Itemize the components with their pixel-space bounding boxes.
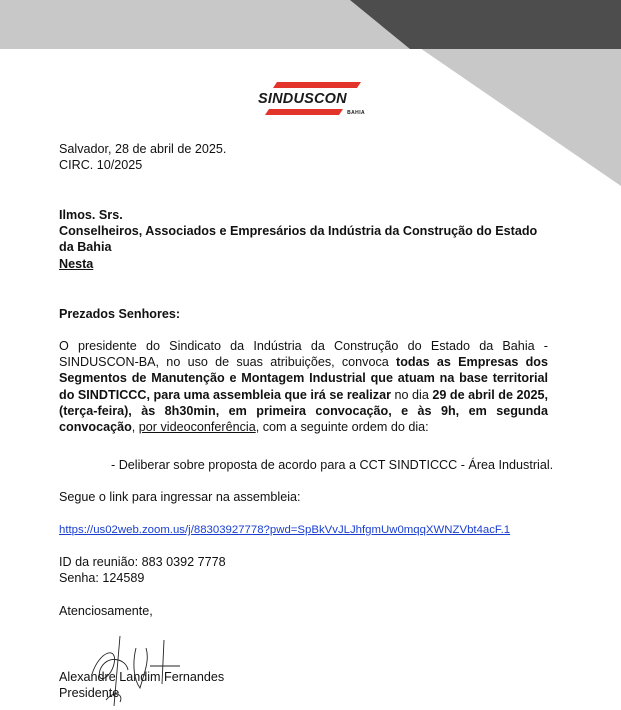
greeting: Prezados Senhores: — [59, 307, 181, 321]
body-paragraph — [59, 338, 548, 435]
body-underlined: por videoconferência — [138, 420, 256, 435]
date-line: Salvador, 28 de abril de 2025. — [59, 142, 227, 156]
signer-name: Alexandre Landim Fernandes — [59, 670, 225, 684]
logo-wordmark: SINDUSCON — [258, 91, 347, 107]
agenda-item: - Deliberar sobre proposta de acordo para a CCT SINDTICCC - Área Industrial. — [111, 458, 554, 472]
meeting-id: ID da reunião: 883 0392 7778 — [59, 555, 226, 569]
body-bold-text: todas as Empresas dos Segmentos de Manutenção e Montagem Industrial que atuam na base territorial do SINDTICCC, para uma assembleia que irá se realizar — [59, 355, 548, 402]
body-text: , — [131, 420, 139, 435]
link-intro: Segue o link para ingressar na assembleia: — [59, 490, 301, 504]
circular-number: CIRC. 10/2025 — [59, 158, 143, 172]
body-text: no dia — [390, 387, 433, 402]
zoom-link[interactable]: https://us02web.zoom.us/j/88303927778?pwd=SpBkVvJLJhfgmUw0mqqXWNZVbt4acF.1 — [59, 524, 511, 536]
logo-subtitle: BAHIA — [347, 110, 365, 116]
body-text: O presidente do Sindicato da Indústria da Construção do Estado da Bahia - SINDUSCON-BA, no uso de suas atribuições, convoca — [59, 339, 548, 370]
body-bold-date: 29 de abril de 2025, (terça-feira), às 8h30min, em primeira convocação, e às 9h, em segunda convocação — [59, 387, 549, 435]
body-text: , com a seguinte ordem do dia: — [255, 420, 429, 435]
closing: Atenciosamente, — [59, 604, 153, 618]
meeting-password: Senha: 124589 — [59, 571, 145, 585]
signer-title: Presidente — [59, 686, 120, 700]
addressee-nesta: Nesta — [59, 257, 94, 271]
addressee-title: Ilmos. Srs. — [59, 208, 123, 222]
addressee-line: da Bahia — [59, 240, 112, 254]
sinduscon-logo — [255, 79, 367, 119]
addressee-line: Conselheiros, Associados e Empresários da Indústria da Construção do Estado — [59, 224, 538, 238]
